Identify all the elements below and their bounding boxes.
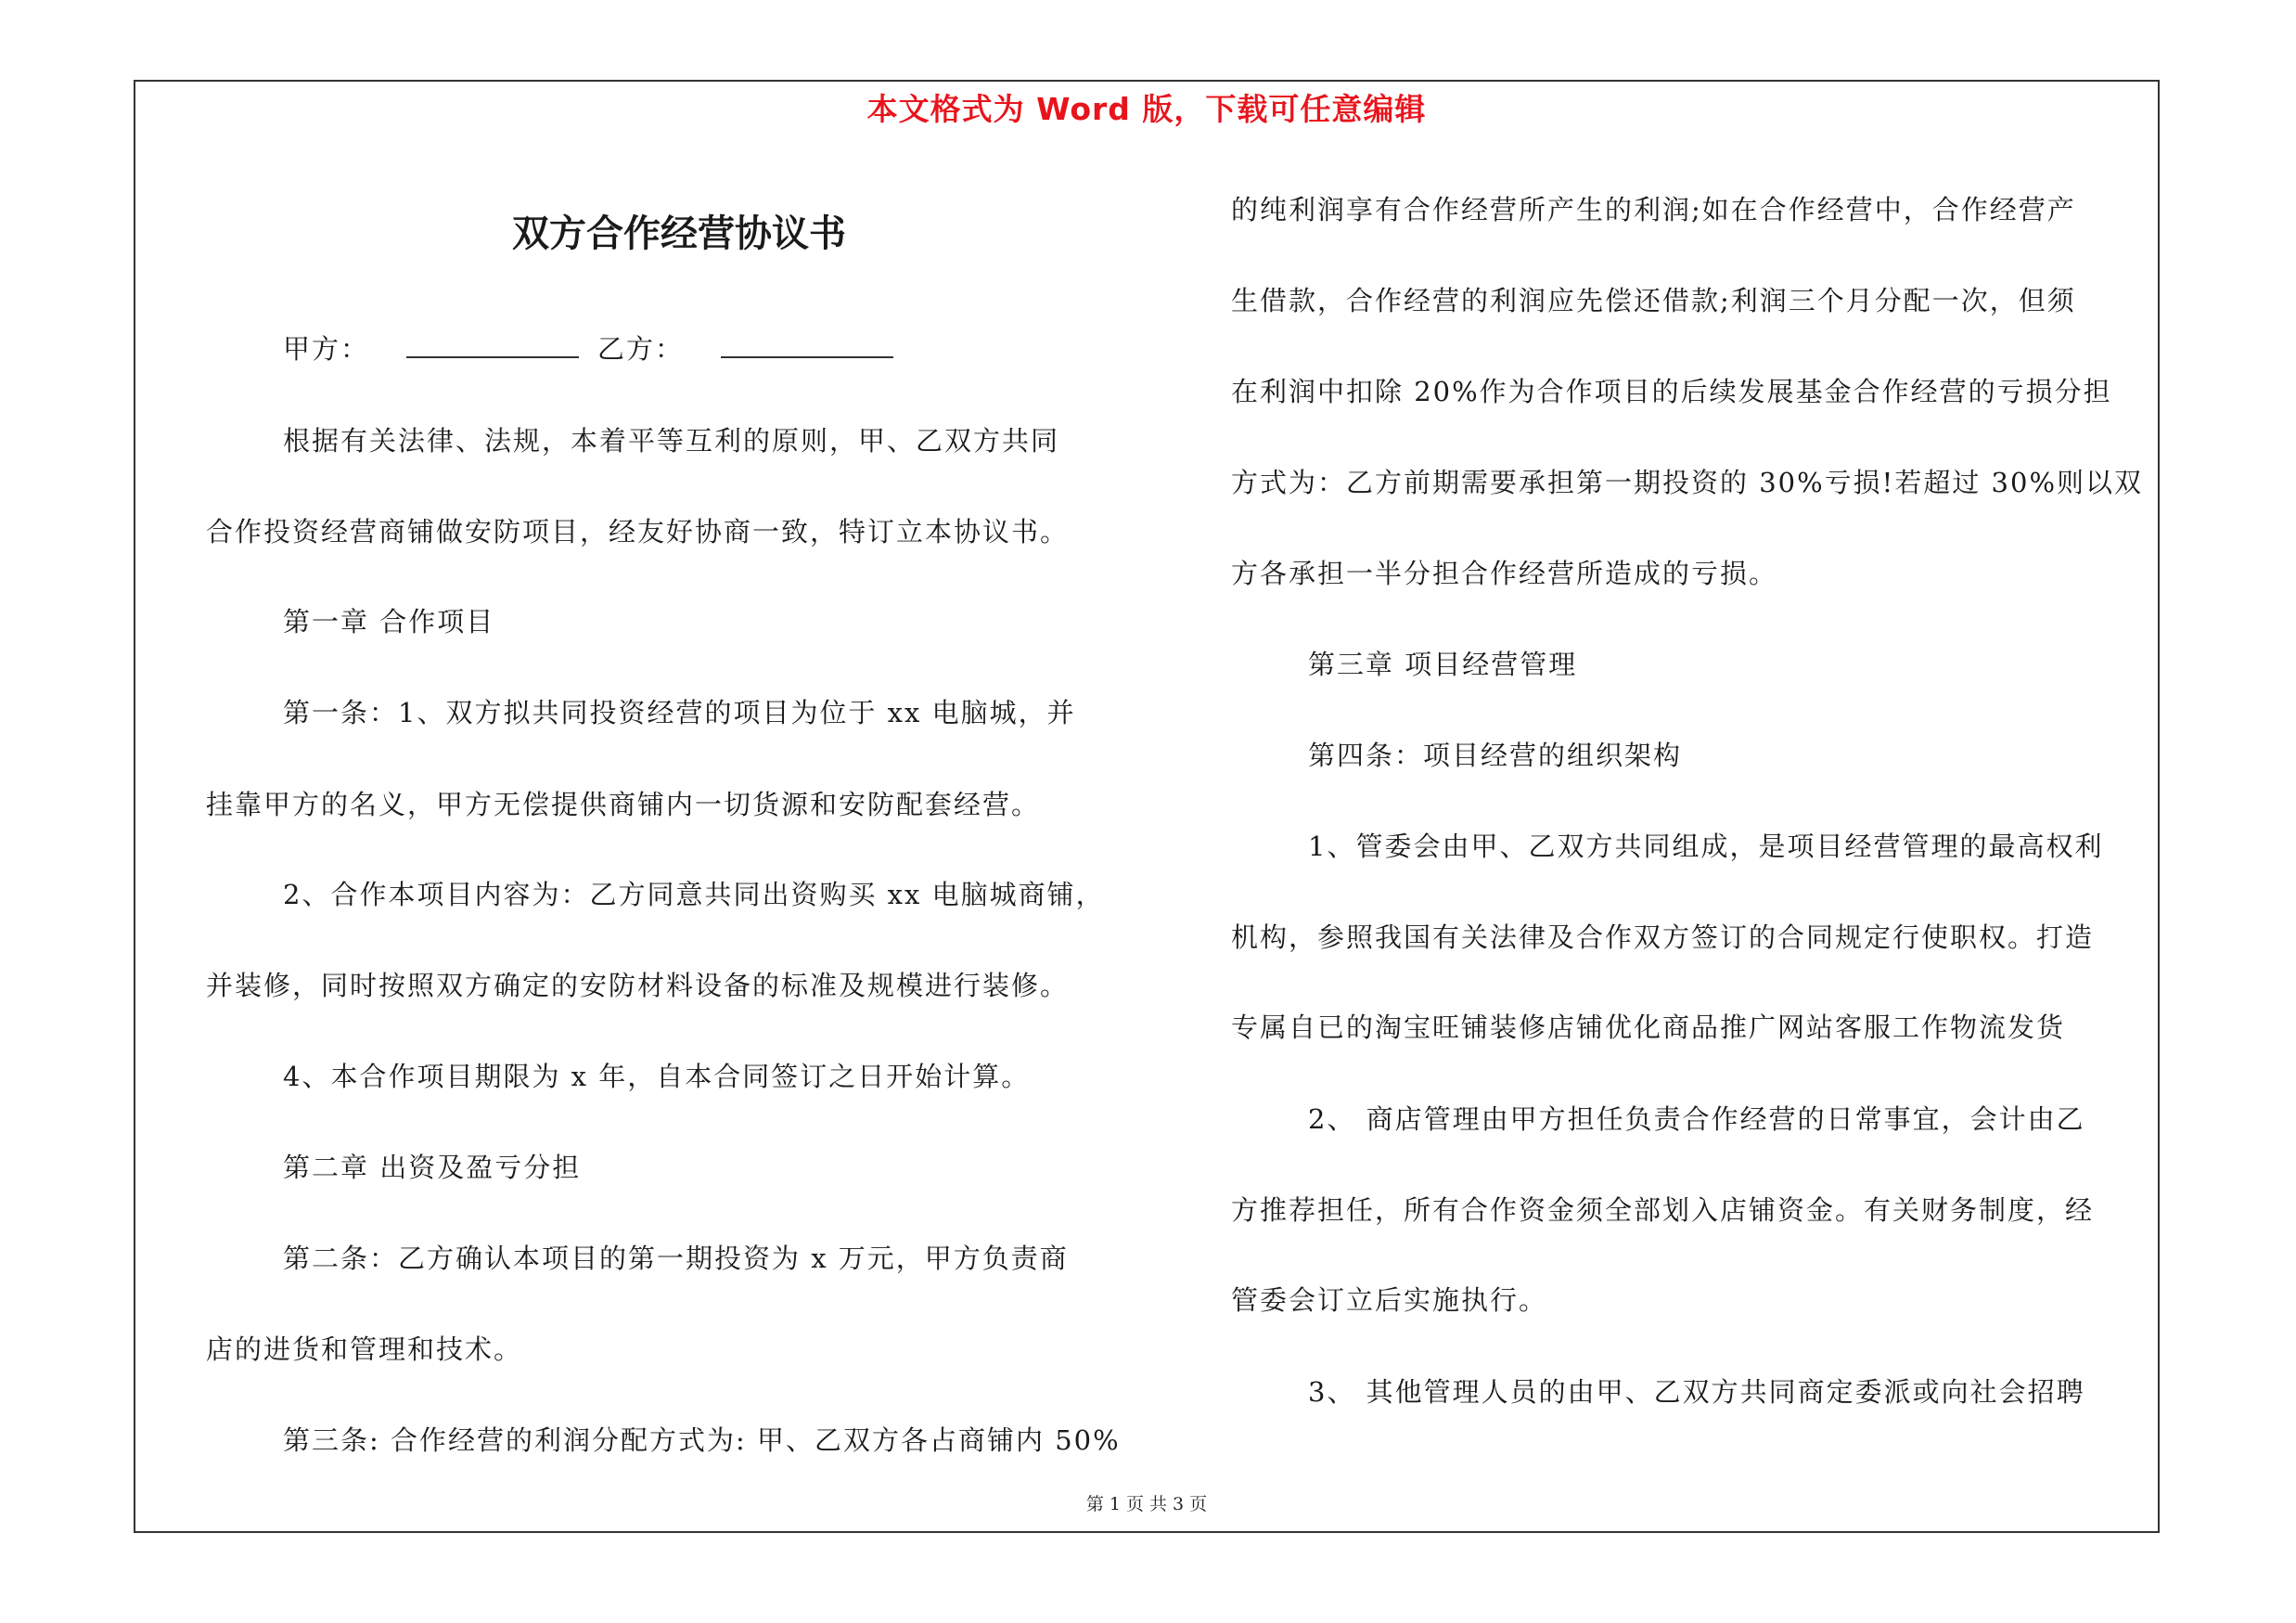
paragraph-line: 根据有关法律、法规，本着平等互利的原则，甲、乙双方共同	[283, 425, 1060, 457]
chapter-heading: 第一章 合作项目	[283, 606, 495, 638]
paragraph-line: 4、本合作项目期限为 x 年，自本合同签订之日开始计算。	[283, 1061, 1031, 1092]
parties-line	[283, 330, 893, 367]
paragraph-line: 店的进货和管理和技术。	[206, 1333, 523, 1365]
page-number: 第 1 页 共 3 页	[1085, 1494, 1208, 1514]
paragraph-line: 第四条：项目经营的组织架构	[1308, 740, 1683, 771]
party-a-blank	[406, 334, 579, 358]
chapter-heading: 第二章 出资及盈亏分担	[283, 1152, 582, 1183]
paragraph-line: 合作投资经营商铺做安防项目，经友好协商一致，特订立本协议书。	[206, 516, 1070, 547]
paragraph-line: 生借款，合作经营的利润应先偿还借款;利润三个月分配一次，但须	[1231, 285, 2076, 316]
paragraph-line: 第三条: 合作经营的利润分配方式为: 甲、乙双方各占商铺内 50%	[283, 1424, 1121, 1456]
format-banner: 本文格式为 Word 版，下载可任意编辑	[866, 91, 1427, 127]
paragraph-line: 3、 其他管理人员的由甲、乙双方共同商定委派或向社会招聘	[1308, 1376, 2085, 1408]
paragraph-line: 专属自已的淘宝旺铺装修店铺优化商品推广网站客服工作物流发货	[1231, 1011, 2066, 1043]
paragraph-line: 方式为：乙方前期需要承担第一期投资的 30%亏损!若超过 30%则以双	[1231, 467, 2144, 498]
paragraph-line: 方各承担一半分担合作经营所造成的亏损。	[1231, 558, 1778, 589]
chapter-heading: 第三章 项目经营管理	[1308, 649, 1578, 680]
party-a-label: 甲方：	[283, 333, 370, 365]
paragraph-line: 在利润中扣除 20%作为合作项目的后续发展基金合作经营的亏损分担	[1231, 376, 2112, 407]
paragraph-line: 2、 商店管理由甲方担任负责合作经营的日常事宜，会计由乙	[1308, 1103, 2085, 1135]
document-title: 双方合作经营协议书	[512, 212, 846, 255]
paragraph-line: 并装修，同时按照双方确定的安防材料设备的标准及规模进行装修。	[206, 970, 1070, 1001]
paragraph-line: 的纯利润享有合作经营所产生的利润;如在合作经营中，合作经营产	[1231, 194, 2076, 225]
paragraph-line: 第一条：1、双方拟共同投资经营的项目为位于 xx 电脑城，并	[283, 697, 1076, 728]
paragraph-line: 2、合作本项目内容为：乙方同意共同出资购买 xx 电脑城商铺，	[283, 879, 1105, 910]
paragraph-line: 挂靠甲方的名义，甲方无偿提供商铺内一切货源和安防配套经营。	[206, 789, 1041, 820]
party-b-blank	[721, 334, 893, 358]
party-b-label: 乙方：	[597, 333, 685, 365]
paragraph-line: 1、管委会由甲、乙双方共同组成，是项目经营管理的最高权利	[1308, 831, 2104, 862]
paragraph-line: 管委会订立后实施执行。	[1231, 1284, 1548, 1316]
paragraph-line: 方推荐担任，所有合作资金须全部划入店铺资金。有关财务制度，经	[1231, 1194, 2095, 1226]
paragraph-line: 机构，参照我国有关法律及合作双方签订的合同规定行使职权。打造	[1231, 921, 2095, 953]
paragraph-line: 第二条：乙方确认本项目的第一期投资为 x 万元，甲方负责商	[283, 1243, 1069, 1274]
